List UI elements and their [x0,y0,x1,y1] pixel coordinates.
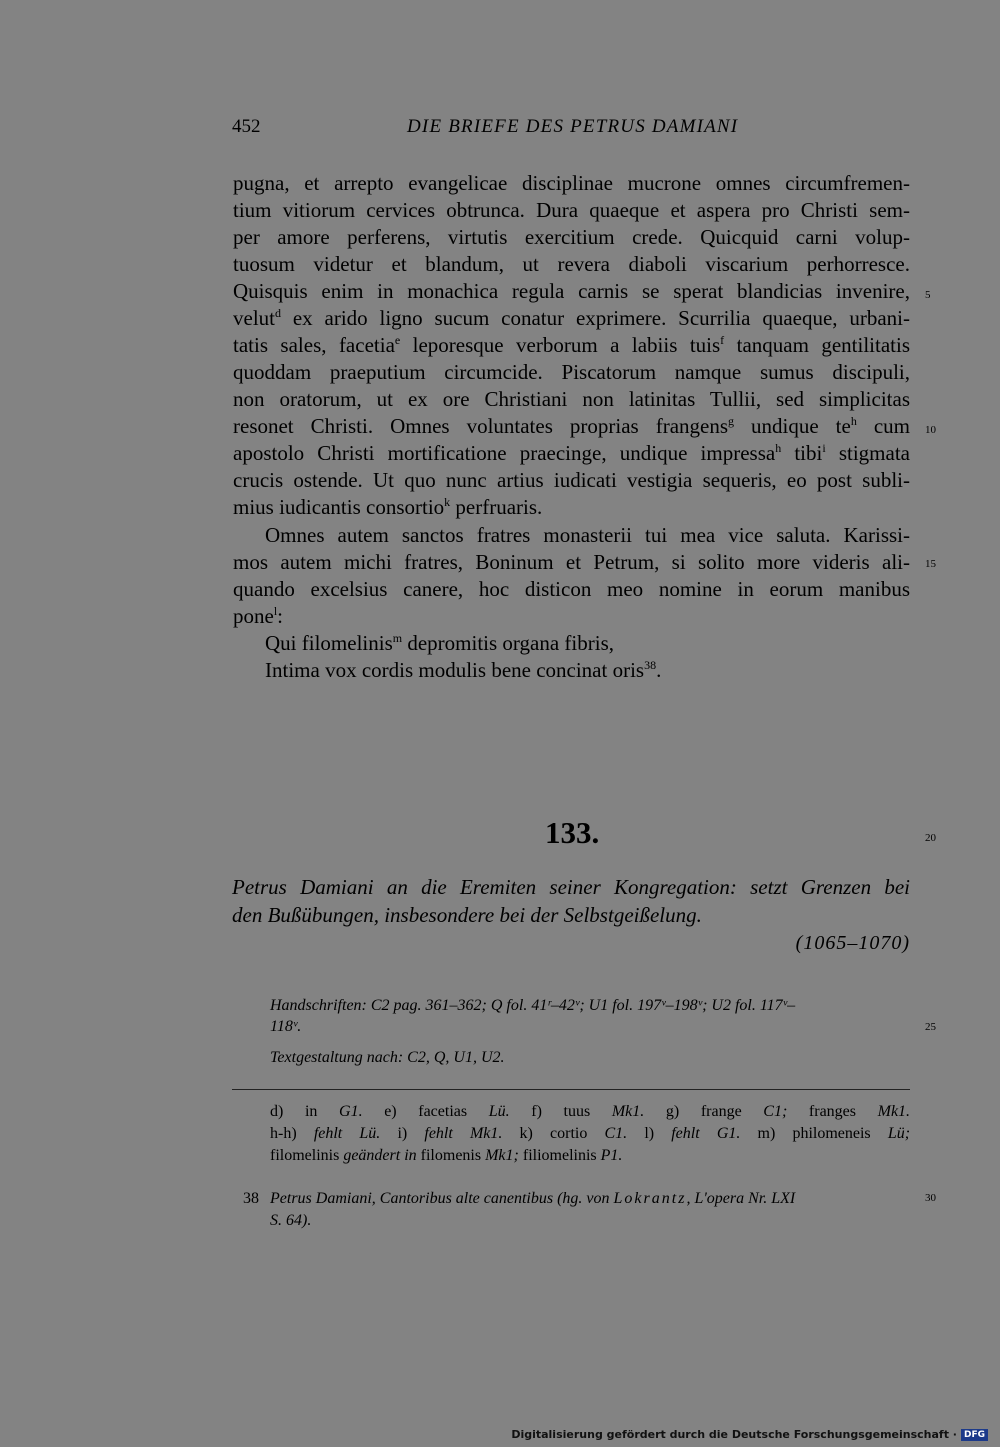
footnote-divider [232,1089,910,1090]
body-line: mos autem michi fratres, Boninum et Petrum, si solito more videris ali- [233,550,910,574]
body-line: quoddam praeputium circumcide. Piscatorum namque sumus discipuli, [233,360,910,384]
body-line: velut$^d$ ex arido ligno sucum conatur exprimere. Scurrilia quaeque, urbani- [233,306,911,330]
funding-note: Digitalisierung gefördert durch die Deutsche Forschungsgemeinschaft · [511,1428,957,1441]
body-line: tium vitiorum cervices obtrunca. Dura quaeque et aspera pro Christi sem- [233,198,910,222]
variant-footnote-line: filomelinis geändert in filomenis Mk1; filiomelinis P1. [270,1147,623,1164]
variant-footnote-line: h-h) fehlt Lü. i) fehlt Mk1. k) cortio C1. l) fehlt G1. m) philomeneis Lü; [270,1125,911,1142]
footnote-38-text-line2: S. 64). [270,1212,312,1229]
margin-line-number: 15 [925,558,936,570]
body-line: tatis sales, facetia$^e$ leporesque verborum a labiis tuis$^f$ tanquam gentilitatis [233,333,911,357]
body-line: mius iudicantis consortio$^k$ perfruaris. [233,495,543,519]
body-line: per amore perferens, virtutis exercitium crede. Quicquid carni volup- [233,225,910,249]
letter-number: 133. [545,815,600,850]
running-title: DIE BRIEFE DES PETRUS DAMIANI [407,116,739,137]
margin-line-number: 30 [925,1192,936,1204]
textgestaltung-line: Textgestaltung nach: C2, Q, U1, U2. [270,1049,505,1066]
body-line: pugna, et arrepto evangelicae disciplinae mucrone omnes circumfremen- [233,171,910,195]
body-line: resonet Christi. Omnes voluntates proprias frangens$^g$ undique $te^h$ cum [233,414,911,438]
manuscripts-line: Handschriften: C2 pag. 361–362; Q fol. 41ʳ–42ᵛ; U1 fol. 197ᵛ–198ᵛ; U2 fol. 117ᵛ– [270,997,796,1014]
verse-line: Intima vox cordis modulis bene concinat oris$^{38}$. [265,658,662,682]
margin-line-number: 20 [925,832,936,844]
letter-date: (1065–1070) [795,932,910,954]
body-line: pone$^l$: [233,604,284,628]
letter-summary-line: Petrus Damiani an die Eremiten seiner Kongregation: setzt Grenzen bei [232,875,910,899]
margin-line-number: 10 [925,424,936,436]
funding-footer [511,1428,988,1441]
body-line: quando excelsius canere, hoc disticon meo nomine in eorum manibus [233,577,910,601]
body-line: apostolo Christi mortificatione praecinge, undique impressa$^h$ tibi$^i$ stigmata [233,441,910,465]
dfg-logo: DFG [961,1429,988,1441]
letter-summary-line: den Bußübungen, insbesondere bei der Selbstgeißelung. [232,903,702,927]
footnote-38-number: 38 [243,1190,259,1207]
body-line: crucis ostende. Ut quo nunc artius iudicati vestigia sequeris, eo post subli- [233,468,910,492]
margin-line-number: 25 [925,1021,936,1033]
body-line: Quisquis enim in monachica regula carnis se sperat blandicias invenire, [233,279,910,303]
manuscripts-line: 118ᵛ. [270,1018,302,1035]
body-line: tuosum videtur et blandum, ut revera diaboli viscarium perhorresce. [233,252,910,276]
verse-line: Qui filomelinis$^m$ depromitis organa fibris, [265,631,615,655]
footnote-38-text: Petrus Damiani, Cantoribus alte canentibus (hg. von Lokrantz, L'opera Nr. LXI [270,1190,796,1207]
body-line: Omnes autem sanctos fratres monasterii tui mea vice saluta. Karissi- [265,523,910,547]
page-number: 452 [232,116,261,137]
body-line: non oratorum, ut ex ore Christiani non latinitas Tullii, sed simplicitas [233,387,910,411]
margin-line-number: 5 [925,289,931,301]
variant-footnote-line: d) in G1. e) facetias Lü. f) tuus Mk1. g) frange C1; franges Mk1. [270,1103,911,1120]
